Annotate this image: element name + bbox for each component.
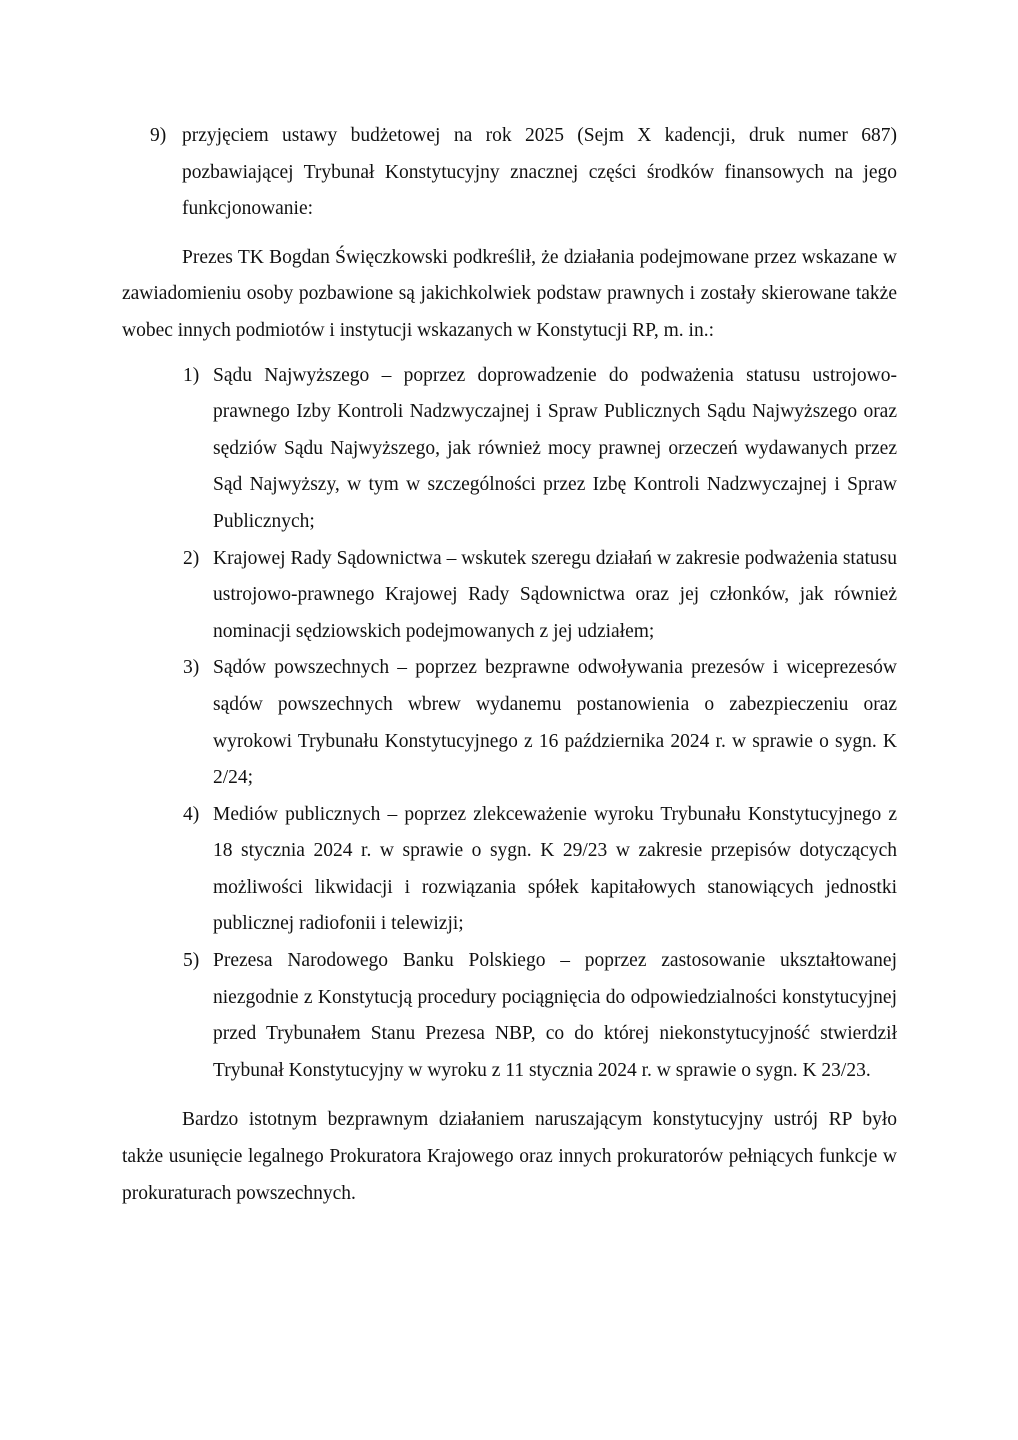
list-number: 5) [183, 950, 200, 972]
list-item-text: Prezesa Narodowego Banku Polskiego – poprzez zastosowanie ukształtowanej niezgodnie z Konstytucją procedury pociągnięcia do odpowiedzialności konstytucyjnej przed Trybunałem Stanu Prezesa NBP, co do której niekonstytucyjność stwierdził Trybunał Konstytucyjny w wyroku z 11 stycznia 2024 r. w sprawie o sygn. K 23/23. [213, 950, 897, 1081]
list-item-text: przyjęciem ustawy budżetowej na rok 2025 (Sejm X kadencji, druk numer 687) pozbawiającej Trybunał Konstytucyjny znacznej części środków finansowych na jego funkcjonowanie: [182, 125, 897, 220]
list-item-text: Mediów publicznych – poprzez zlekceważenie wyroku Trybunału Konstytucyjnego z 18 stycznia 2024 r. w sprawie o sygn. K 29/23 w zakresie przepisów dotyczących możliwości likwidacji i rozwiązania spółek kapitałowych stanowiących jednostki publicznej radiofonii i telewizji; [213, 803, 897, 935]
list-item-3 [183, 650, 897, 796]
list-item-text: Sądów powszechnych – poprzez bezprawne odwoływania prezesów i wiceprezesów sądów powszechnych wbrew wydanemu postanowienia o zabezpieczeniu oraz wyrokowi Trybunału Konstytucyjnego z 16 października 2024 r. w sprawie o sygn. K 2/24; [213, 657, 897, 789]
list-number: 9) [150, 125, 167, 146]
list-item-2 [183, 541, 897, 651]
list-item-4 [183, 797, 897, 943]
list-item-1 [183, 358, 897, 541]
list-number: 3) [183, 657, 200, 679]
paragraph-president-statement: Prezes TK Bogdan Święczkowski podkreślił, że działania podejmowane przez wskazane w zawiadomieniu osoby pozbawione są jakichkolwiek podstaw prawnych i zostały skierowane także wobec innych podmiotów i instytucji wskazanych w Konstytucji RP, m. in.: [122, 246, 897, 341]
list-number: 4) [183, 803, 200, 825]
list-item-text: Sądu Najwyższego – poprzez doprowadzenie do podważenia statusu ustrojowo-prawnego Izby Kontroli Nadzwyczajnej i Spraw Publicznych Sądu Najwyższego oraz sędziów Sądu Najwyższego, jak również mocy prawnej orzeczeń wydawanych przez Sąd Najwyższy, w tym w szczególności przez Izbę Kontroli Nadzwyczajnej i Spraw Publicznych; [213, 364, 897, 532]
list-item-5 [183, 943, 897, 1089]
document-body [122, 118, 897, 1212]
list-number: 2) [183, 547, 200, 569]
list-item-9 [150, 118, 897, 228]
institutions-list [122, 358, 897, 1090]
list-item-text: Krajowej Rady Sądownictwa – wskutek szeregu działań w zakresie podważenia statusu ustrojowo-prawnego Krajowej Rady Sądownictwa oraz jej członków, jak również nominacji sędziowskich podejmowanych z jej udziałem; [213, 547, 897, 642]
paragraph-prosecutor: Bardzo istotnym bezprawnym działaniem naruszającym konstytucyjny ustrój RP było także usunięcie legalnego Prokuratora Krajowego oraz innych prokuratorów pełniących funkcje w prokuraturach powszechnych. [122, 1109, 897, 1204]
list-number: 1) [183, 364, 200, 386]
